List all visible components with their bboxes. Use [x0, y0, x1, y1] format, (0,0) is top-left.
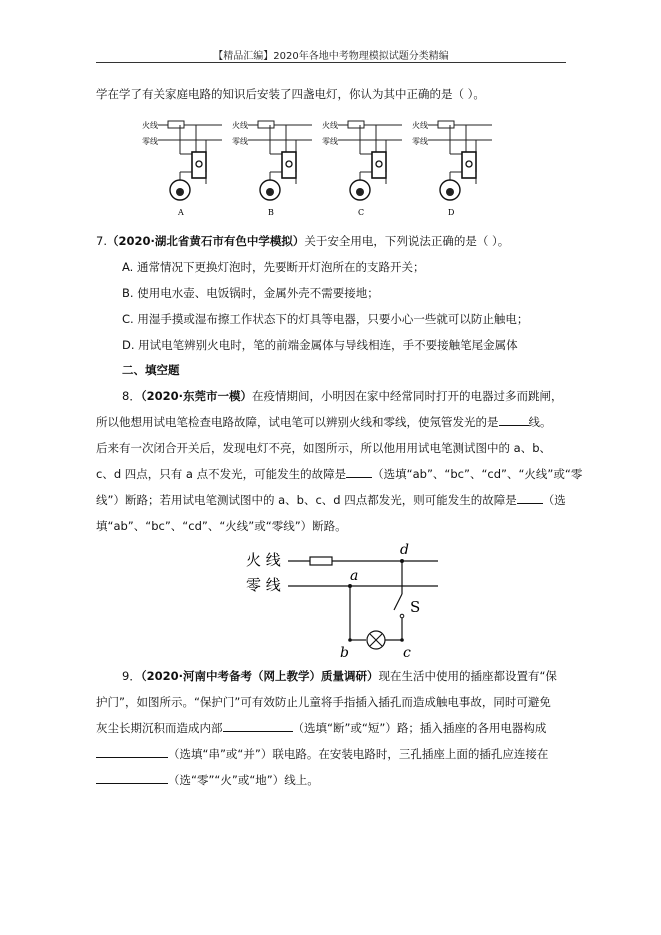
q9-text-5: （选“零”“火”或“地”）线上。: [168, 773, 319, 787]
q9-source: （2020·河南中考备考（网上教学）质量调研）: [140, 669, 379, 683]
q7-number: 7.: [96, 234, 107, 248]
q9-line-1: [122, 668, 602, 684]
q8-blank-2[interactable]: [346, 466, 372, 478]
switch-label: S: [410, 598, 421, 616]
panel-live-label: 火线: [412, 121, 428, 130]
socket-icon: [462, 152, 476, 178]
q7-option-b: B. 使用电水壶、电饭锅时，金属外壳不需要接地；: [122, 286, 379, 300]
q8-line-6: 填“ab”、“bc”、“cd”、“火线”或“零线”）断路。: [96, 519, 347, 533]
q8-line-2: [96, 414, 576, 430]
q9-text-3a: 灰尘长期沉积而造成内部: [96, 721, 223, 735]
q8-blank-3[interactable]: [517, 492, 543, 504]
q6-panel-1: [142, 120, 222, 217]
q8-circuit-figure: [240, 540, 440, 662]
point-a-label: a: [350, 568, 359, 584]
q9-text-4: （选填“串”或“并”）联电路。在安装电路时，三孔插座上面的插孔应连接在: [168, 747, 549, 761]
q9-text-3b: （选填“断”或“短”）路；插入插座的各用电器构成: [292, 721, 547, 735]
fuse-symbol: [310, 557, 332, 565]
section-title: 二、填空题: [122, 363, 180, 377]
fuse-symbol: [168, 121, 184, 128]
q7-stem-line: [96, 233, 576, 249]
q9-line-5: [96, 772, 576, 788]
q8-line-1: [122, 388, 602, 404]
q8-neutral-label: 零 线: [246, 576, 281, 594]
q7-option-d: D. 用试电笔辨别火电时，笔的前端金属体与导线相连，手不要接触笔尾金属体: [122, 338, 518, 352]
q7-option-a: A. 通常情况下更换灯泡时，先要断开灯泡所在的支路开关；: [122, 260, 425, 274]
q6-panel-4: [412, 120, 492, 217]
socket-icon: [282, 152, 296, 178]
point-b-label: b: [340, 645, 349, 661]
panel-live-label: 火线: [142, 121, 158, 130]
page-header: 【精品汇编】2020年各地中考物理模拟试题分类精编: [213, 51, 449, 62]
q7-stem: 关于安全用电，下列说法正确的是（ ）。: [304, 234, 510, 248]
switch-icon: [394, 594, 402, 610]
q8-line-5: [96, 492, 576, 508]
panel-live-label: 火线: [232, 121, 248, 130]
panel-live-label: 火线: [322, 121, 338, 130]
q8-number: 8．: [122, 389, 141, 403]
q8-text-5b: （选: [542, 493, 566, 507]
q7-option-c: C. 用湿手摸或湿布擦工作状态下的灯具等电器，只要小心一些就可以防止触电；: [122, 312, 529, 326]
q8-text-2: 所以他想用试电笔检查电路故障，试电笔可以辨别火线和零线，使氖管发光的是: [96, 415, 499, 429]
q9-blank-1[interactable]: [223, 720, 293, 732]
q6-panel-2: [232, 120, 312, 217]
panel-neutral-label: 零线: [142, 137, 158, 146]
q8-text-4a: c、d 四点，只有 a 点不发光，可能发生的故障是: [96, 467, 347, 481]
panel-neutral-label: 零线: [232, 137, 248, 146]
q9-blank-3[interactable]: [96, 772, 168, 784]
q9-line-4: [96, 746, 576, 762]
fuse-symbol: [438, 121, 454, 128]
point-d-label: d: [400, 542, 409, 558]
q9-text-1: 现在生活中使用的插座都设置有“保: [378, 669, 557, 683]
header-rule: [96, 62, 566, 63]
socket-icon: [192, 152, 206, 178]
panel-label: B: [268, 208, 274, 217]
q6-panel-3: [322, 120, 402, 217]
q9-line-2: 护门”，如图所示。“保护门”可有效防止儿童将手指插入插孔而造成触电事故，同时可避免: [96, 695, 551, 709]
fuse-symbol: [258, 121, 274, 128]
q9-blank-2[interactable]: [96, 746, 168, 758]
point-c-label: c: [403, 645, 411, 661]
fuse-symbol: [348, 121, 364, 128]
q8-line-4: [96, 466, 583, 482]
q9-line-3: [96, 720, 576, 736]
q8-text-1: 在疫情期间，小明因在家中经常同时打开的电器过多而跳闸，: [251, 389, 563, 403]
panel-neutral-label: 零线: [412, 137, 428, 146]
q8-text-2b: 线。: [528, 415, 552, 429]
socket-icon: [372, 152, 386, 178]
q8-text-5a: 线”）断路；若用试电笔测试图中的 a、b、c、d 四点都发光，则可能发生的故障是: [96, 493, 517, 507]
q7-source: （2020·湖北省黄石市有色中学模拟）: [106, 234, 305, 248]
q9-number: 9．: [122, 669, 141, 683]
panel-label: C: [358, 208, 365, 217]
q6-circuit-figure: [140, 114, 540, 220]
q6-stem: 学在学了有关家庭电路的知识后安装了四盏电灯，你认为其中正确的是（ ）。: [96, 87, 485, 101]
q8-text-4b: （选填“ab”、“bc”、“cd”、“火线”或“零: [372, 467, 583, 481]
panel-label: A: [178, 208, 184, 217]
q8-live-label: 火 线: [246, 551, 281, 569]
q8-source: （2020·东莞市一模）: [140, 389, 252, 403]
q8-line-3: 后来有一次闭合开关后，发现电灯不亮，如图所示，所以他用用试电笔测试图中的 a、b、: [96, 441, 551, 455]
panel-neutral-label: 零线: [322, 137, 338, 146]
q8-blank-1[interactable]: [499, 414, 529, 426]
panel-label: D: [448, 208, 455, 217]
